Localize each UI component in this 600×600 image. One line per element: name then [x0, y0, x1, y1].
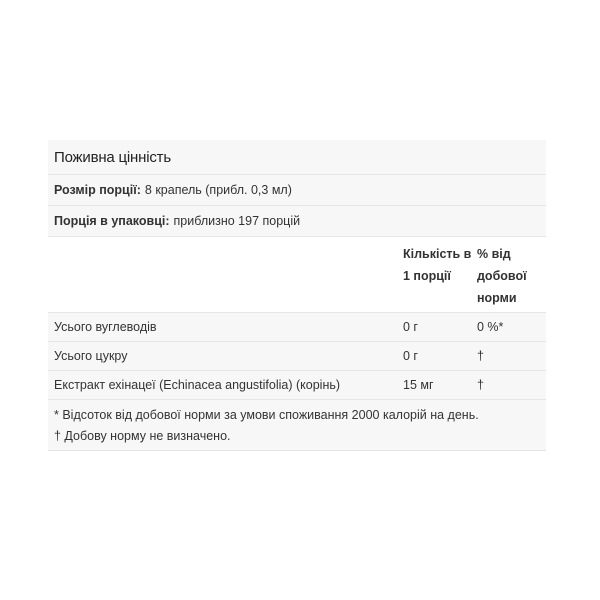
column-header-row	[48, 237, 546, 313]
nutrient-amount: 0 г	[403, 349, 418, 363]
dv-header-line: % від	[477, 247, 511, 261]
nutrient-daily-value: 0 %*	[477, 320, 504, 334]
daily-value-header	[477, 243, 537, 309]
footnotes	[48, 400, 546, 451]
supplement-facts-table	[48, 140, 546, 451]
serving-size-row	[48, 175, 546, 206]
footnote-not-established: † Добову норму не визначено.	[54, 429, 231, 443]
serving-size-label: Розмір порції:	[54, 183, 141, 197]
servings-per-container-value: приблизно 197 порцій	[173, 214, 301, 228]
nutrient-name: Екстракт ехінацеї (Echinacea angustifolia) (корінь)	[54, 378, 341, 392]
amount-per-serving-header	[403, 243, 475, 287]
nutrient-name: Усього цукру	[54, 349, 128, 363]
nutrient-name: Усього вуглеводів	[54, 320, 157, 334]
servings-per-container-row	[48, 206, 546, 237]
amount-header-line: 1 порції	[403, 269, 451, 283]
footnote-daily-value: * Відсоток від добової норми за умови споживання 2000 калорій на день.	[54, 408, 479, 422]
facts-title: Поживна цінність	[54, 148, 171, 166]
facts-title-row	[48, 140, 546, 175]
table-row	[48, 313, 546, 342]
table-row	[48, 342, 546, 371]
nutrient-amount: 0 г	[403, 320, 418, 334]
servings-per-container-label: Порція в упаковці:	[54, 214, 170, 228]
nutrient-daily-value: †	[477, 349, 484, 363]
table-row	[48, 371, 546, 400]
nutrient-amount: 15 мг	[403, 378, 434, 392]
nutrient-daily-value: †	[477, 378, 484, 392]
serving-size-value: 8 крапель (прибл. 0,3 мл)	[144, 183, 292, 197]
dv-header-line: добової	[477, 269, 527, 283]
dv-header-line: норми	[477, 291, 517, 305]
amount-header-line: Кількість в	[403, 247, 472, 261]
